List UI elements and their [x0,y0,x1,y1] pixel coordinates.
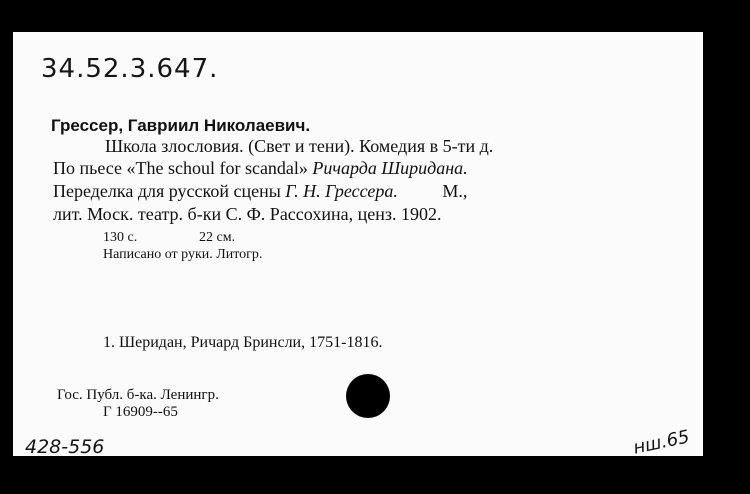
catalog-card [13,32,703,459]
place: М., [442,181,468,201]
adapter-name: Г. Н. Грессера. [285,181,398,201]
shelfmark: 34.52.3.647. [41,54,219,84]
library-number: Г 16909--65 [103,404,178,420]
handwritten-number-left: 428-556 [25,436,105,458]
page-count: 130 с. [103,230,138,245]
publisher-line: лит. Моск. театр. б-ки С. Ф. Рассохина, ценз. 1902. [53,204,442,224]
source-author: Ричарда Ширидана. [312,158,468,178]
library-name: Гос. Публ. б-ка. Ленингр. [57,387,219,403]
print-note: Написано от руки. Литогр. [103,247,263,262]
subject-entry: 1. Шеридан, Ричард Бринсли, 1751-1816. [103,334,383,351]
source-line [53,158,468,179]
adaptation-text: Переделка для русской сцены [53,181,281,201]
handwritten-mark-right: нш.65 [631,426,692,459]
source-play: По пьесе «The schoul for scandal» [53,158,308,178]
punch-hole [346,374,390,418]
author-heading: Грессер, Гавриил Николаевич. [51,116,311,135]
title-line: Школа злословия. (Свет и тени). Комедия в 5-ти д. [105,136,494,156]
adaptation-line [53,181,467,202]
book-size: 22 см. [199,230,236,245]
